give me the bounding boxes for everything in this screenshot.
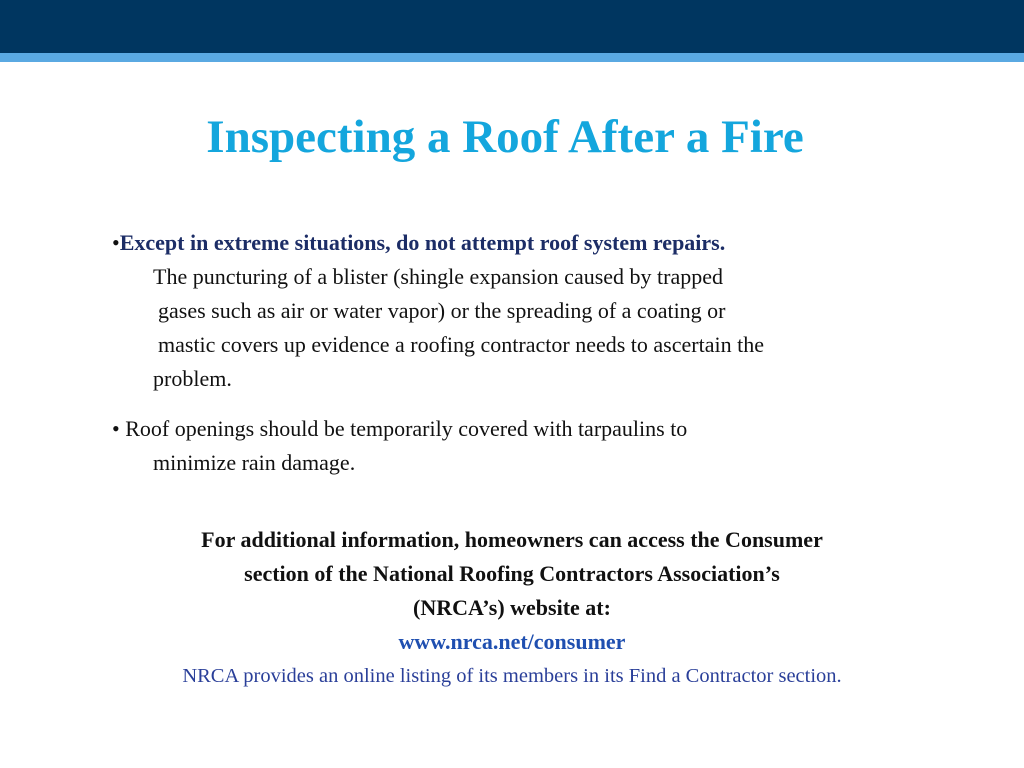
bullet-repairs-line-3: mastic covers up evidence a roofing contractor needs to ascertain the: [158, 332, 764, 357]
bullet-repairs-lead: Except in extreme situations, do not attempt roof system repairs.: [119, 230, 726, 255]
bullet-repairs-line-4: problem.: [153, 366, 232, 391]
closing-block: [0, 523, 1024, 693]
bullet-repairs-line-1: The puncturing of a blister (shingle expansion caused by trapped: [153, 264, 724, 289]
header-accent-stripe: [0, 53, 1024, 62]
closing-line-3: (NRCA’s) website at:: [413, 595, 611, 620]
find-contractor-note: NRCA provides an online listing of its members in its Find a Contractor section.: [182, 665, 842, 687]
bullet-marker: •: [112, 230, 120, 255]
bullet-tarpaulins-line-2: minimize rain damage.: [153, 450, 356, 475]
bullet-marker: •: [112, 416, 120, 441]
slide-title: Inspecting a Roof After a Fire: [206, 111, 804, 163]
closing-line-1: For additional information, homeowners can access the Consumer: [201, 527, 823, 552]
bullet-repairs: [112, 226, 942, 396]
header-bar: [0, 0, 1024, 53]
nrca-consumer-link[interactable]: www.nrca.net/consumer: [398, 629, 626, 654]
bullet-tarpaulins-line-1: Roof openings should be temporarily covered with tarpaulins to: [125, 416, 688, 441]
bullet-tarpaulins: [112, 412, 942, 480]
closing-line-2: section of the National Roofing Contractors Association’s: [244, 561, 780, 586]
bullet-list: [112, 226, 942, 480]
bullet-repairs-line-2: gases such as air or water vapor) or the spreading of a coating or: [158, 298, 726, 323]
